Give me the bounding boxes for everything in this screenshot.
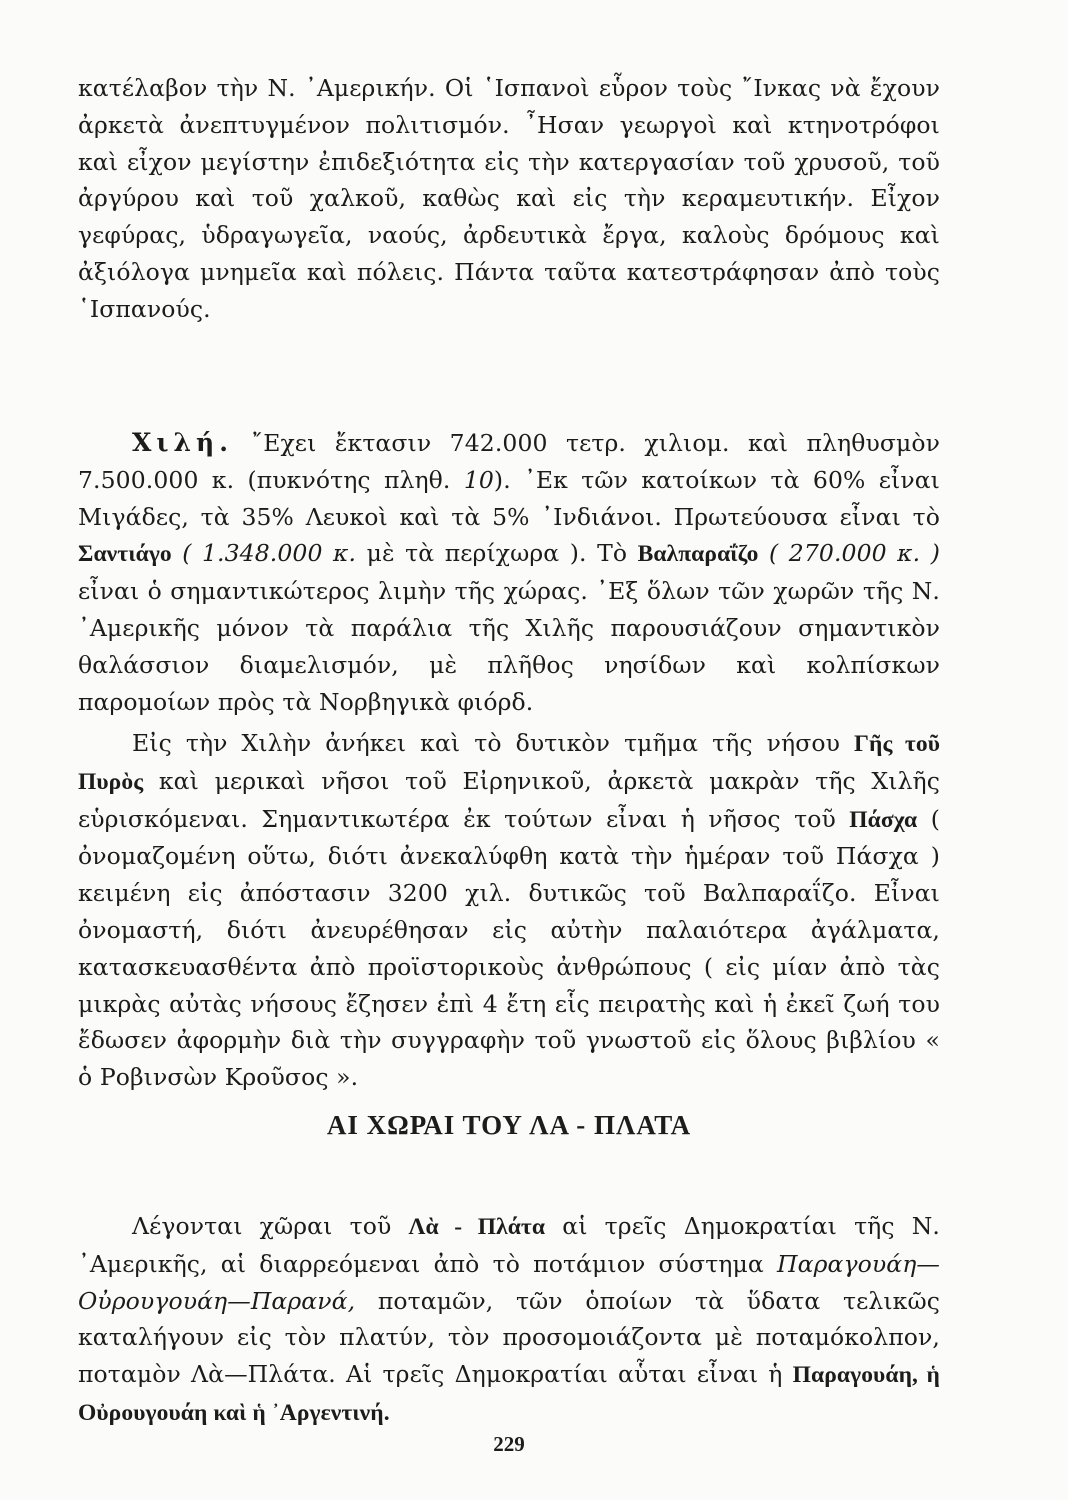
chile-text-3: μὲ τὰ περίχωρα ). Τὸ bbox=[356, 539, 638, 568]
la-plata-text-3: ποταμῶν, τῶν ὁποίων τὰ ὕδατα τελικῶς καταλήγουν εἰς τὸν πλατύν, τὸν προσομοιάζοντα μὲ ποταμόκολπον, ποταμὸν Λὰ—Πλάτα. Αἱ τρεῖς Δημοκρατίαι αὗται εἶναι ἡ bbox=[78, 1286, 940, 1389]
chile-heading: Χιλή. bbox=[132, 428, 233, 457]
santiago-name: Σαντιάγο bbox=[78, 541, 172, 568]
easter-island: Πάσχα bbox=[849, 806, 918, 833]
la-plata-text-1: Λέγονται χῶραι τοῦ bbox=[132, 1212, 409, 1240]
river-system: Παραγουάη—Οὐρουγουάη—Παρανά, bbox=[78, 1249, 940, 1315]
chile-text-2: ). ᾿Εκ τῶν κατοίκων τὰ 60% εἶναι Μιγάδες, τὰ 35% Λευκοὶ καὶ τὰ 5% ᾿Ινδιάνοι. Πρωτεύουσα εἶναι τὸ bbox=[78, 465, 940, 531]
countries-list: Παραγουάη, ἡ Οὐρουγουάη καὶ ἡ ᾿Αργεντινή. bbox=[78, 1362, 940, 1426]
valparaiso-name: Βαλπαραΐζο bbox=[637, 541, 759, 568]
paragraph-la-plata bbox=[78, 1208, 940, 1432]
paragraph-inca bbox=[78, 70, 940, 328]
islands-text-1: Εἰς τὴν Χιλὴν ἀνήκει καὶ τὸ δυτικὸν τμῆμα τῆς νήσου bbox=[132, 729, 854, 757]
tierra-del-fuego: Γῆς τοῦ Πυρὸς bbox=[78, 731, 940, 795]
paragraph-inca-text: κατέλαβον τὴν Ν. ᾿Αμερικήν. Οἱ ῾Ισπανοὶ εὗρον τοὺς ῎Ινκας νὰ ἔχουν ἀρκετὰ ἀνεπτυγμένον πολιτισμόν. ῏Ησαν γεωργοὶ καὶ κτηνοτρόφοι καὶ εἶχον μεγίστην ἐπιδεξιότητα εἰς τὴν κατεργασίαν τοῦ χρυσοῦ, τοῦ ἀργύρου καὶ τοῦ χαλκοῦ, καθὼς καὶ εἰς τὴν κεραμευτικήν. Εἶχον γεφύρας, ὑδραγωγεῖα, ναούς, ἀρδευτικὰ ἔργα, καλοὺς δρόμους καὶ ἀξιόλογα μνημεῖα καὶ πόλεις. Πάντα ταῦτα κατεστράφησαν ἀπὸ τοὺς ῾Ισπανούς. bbox=[78, 74, 940, 323]
paragraph-chile bbox=[78, 425, 940, 720]
la-plata-text-2: αἱ τρεῖς Δημοκρατίαι τῆς Ν. ᾿Αμερικῆς, αἱ διαρρεόμεναι ἀπὸ τὸ ποτάμιον σύστημα bbox=[78, 1212, 941, 1278]
section-heading: ΑΙ ΧΩΡΑΙ ΤΟΥ ΛΑ - ΠΛΑΤΑ bbox=[326, 1110, 692, 1140]
islands-text-3: ( ὀνομαζομένη οὕτω, διότι ἀνεκαλύφθη κατὰ τὴν ἡμέραν τοῦ Πάσχα ) κειμένη εἰς ἀπόστασιν 3200 χιλ. δυτικῶς τοῦ Βαλπαραΐζο. Εἶναι ὀνομαστή, διότι ἀνευρέθησαν εἰς αὐτὴν παλαιότερα ἀγάλματα, κατασκευασθέντα ἀπὸ προϊστορικοὺς ἀνθρώπους ( εἰς μίαν ἀπὸ τὰς μικρὰς αὐτὰς νήσους ἔζησεν ἐπὶ 4 ἔτη εἷς πειρατὴς καὶ ἡ ἐκεῖ ζωή του ἔδωσεν ἀφορμὴν διὰ τὴν συγγραφὴν τοῦ γνωστοῦ εἰς ὅλους βιβλίου « ὁ Ροβινσὼν Κροῦσος ». bbox=[78, 804, 941, 1092]
page-number: 229 bbox=[493, 1432, 525, 1456]
paragraph-islands bbox=[78, 725, 940, 1096]
book-page bbox=[78, 60, 940, 1460]
chile-text-4: εἶναι ὁ σημαντικώτερος λιμὴν τῆς χώρας. ᾿Εξ ὅλων τῶν χωρῶν τῆς Ν. ᾿Αμερικῆς μόνον τὰ παράλια τῆς Χιλῆς παρουσιάζουν σημαντικὸν θαλάσσιον διαμελισμόν, μὲ πλῆθος νησίδων καὶ κολπίσκων παρομοίων πρὸς τὰ Νορβηγικὰ φιόρδ. bbox=[78, 577, 940, 716]
islands-text-2: καὶ μερικαὶ νῆσοι τοῦ Εἰρηνικοῦ, ἀρκετὰ μακρὰν τῆς Χιλῆς εὑρισκόμεναι. Σημαντικωτέρα ἐκ τούτων εἶναι ἡ νῆσος τοῦ bbox=[78, 766, 940, 833]
santiago-population: ( 1.348.000 κ. bbox=[171, 539, 357, 568]
valparaiso-population: ( 270.000 κ. ) bbox=[758, 539, 940, 568]
chile-text-1: ῎Εχει ἔκτασιν 742.000 τετρ. χιλιομ. καὶ πληθυσμὸν 7.500.000 κ. (πυκνότης πληθ. bbox=[78, 429, 940, 494]
chile-density: 10 bbox=[463, 465, 494, 494]
la-plata-name: Λὰ - Πλάτα bbox=[408, 1214, 546, 1240]
